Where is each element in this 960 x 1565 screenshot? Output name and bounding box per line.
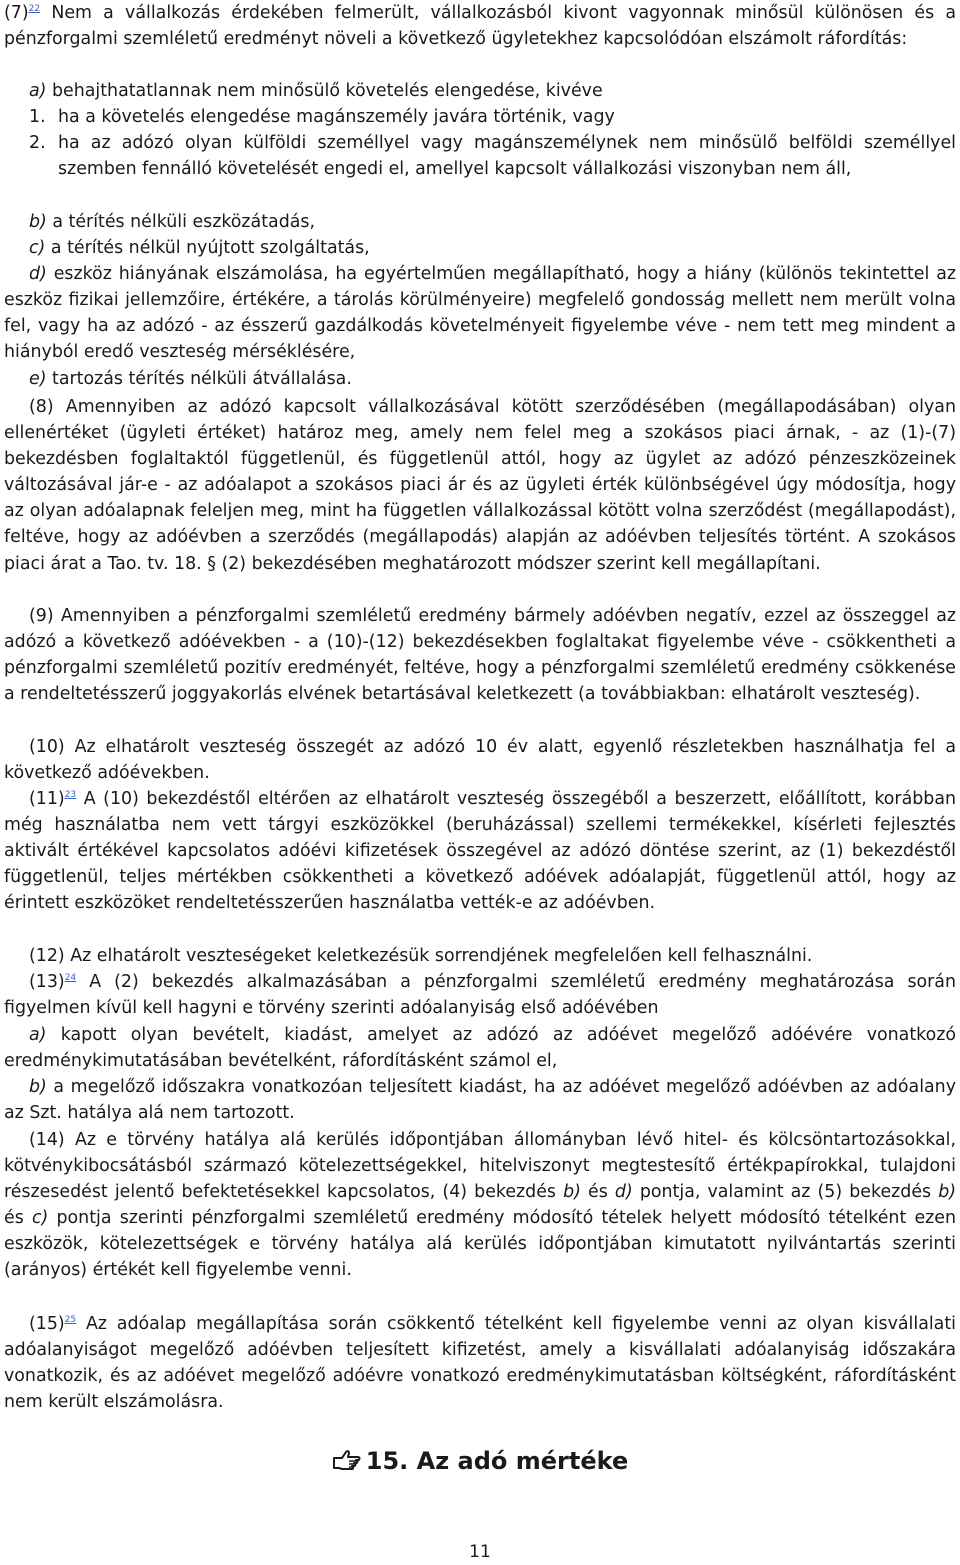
paragraph-number: (11) <box>29 789 65 809</box>
section-title: 15. Az adó mértéke <box>365 1447 629 1475</box>
paragraph-text: Az adóalap megállapítása során csökkentő tételként kell figyelembe venni az olyan kisvállalati adóalanyiságot megelőző adóévben teljesített kifizetést, amely a kisvállalati adóalanyiság időszakára vonatkozik, és az adóévet megelőző adóévre vonatkozó eredménykimutatásban költségként, ráfordításként nem került elszámolásra. <box>4 1314 956 1413</box>
paragraph-text: (14) Az e törvény hatálya alá kerülés időpontjában állományban lévő hitel- és kölcsöntartozásokkal, kötvénykibocsátásból származó kötelezettségekkel, hitelviszonyt megtestesítő értékpapírokkal, tulajdoni részesedést jelentő befektetésekkel kapcsolatos, (4) bekezdés <box>4 1130 956 1203</box>
footnote-link[interactable]: 25 <box>64 1315 77 1326</box>
item-text: behajthatatlannak nem minősülő követelés elengedése, kivéve <box>51 81 603 101</box>
paragraph-number: (15) <box>29 1314 65 1334</box>
item-e <box>4 366 956 392</box>
item-number: 1. <box>29 107 46 127</box>
paragraph-text: és <box>4 1208 24 1229</box>
item-d <box>4 261 956 365</box>
item-letter: a) <box>29 1025 47 1045</box>
page-number: 11 <box>469 1542 491 1562</box>
paragraph-13-item-a <box>4 1022 956 1074</box>
item-letter: c) <box>29 238 46 258</box>
paragraph-13 <box>4 969 956 1021</box>
item-text: a térítés nélkül nyújtott szolgáltatás, <box>50 238 370 258</box>
footnote-link[interactable]: 22 <box>28 4 41 15</box>
paragraph-number: (7) <box>4 3 29 23</box>
item-text: a térítés nélküli eszközátadás, <box>52 212 315 232</box>
paragraph-text: Nem a vállalkozás érdekében felmerült, vállalkozásból kivont vagyonnak minősül különösen és a pénzforgalmi szemléletű eredményt növeli a következő ügyletekhez kapcsolódóan elszámolt ráfordítás: <box>4 3 956 50</box>
paragraph-7-lead <box>4 0 956 52</box>
item-letter: e) <box>29 369 47 389</box>
item-letter: d) <box>29 264 47 284</box>
paragraph-text: A (2) bekezdés alkalmazásában a pénzforgalmi szemléletű eredmény meghatározása során figyelmen kívül kell hagyni e törvény szerinti adóalanyiság első adóévében <box>4 972 956 1019</box>
paragraph-number: (13) <box>29 972 65 992</box>
item-text: tartozás térítés nélküli átvállalása. <box>52 369 352 389</box>
item-text: eszköz hiányának elszámolása, ha egyértelműen megállapítható, hogy a hiány (különös tekintettel az eszköz fizikai jellemzőire, értékére, a tárolás körülményeire) megfelelő gondosság mellett nem merült volna fel, vagy ha az adózó - az ésszerű gazdálkodás követelményeit figyelembe véve - nem tett meg mindent a hiányból eredő veszteség mérséklésére, <box>4 264 956 363</box>
paragraph-text: A (10) bekezdéstől eltérően az elhatárolt veszteség összegéből a beszerzett, előállított, korábban még használatba nem vett tárgyi eszközökkel (beruházással) szellemi termékekkel, kísérleti fejlesztés aktivált értékével kapcsolatos adóévi kifizetések összegével az adózó döntése szerint, az (1) bekezdéstől függetlenül, teljes mértékben csökkentheti a következő adóévek adóalapját, függetlenül attól, hogy az érintett eszközöket rendeltetésszerűen használatba vették-e az adóévben. <box>4 789 956 914</box>
paragraph-8: (8) Amennyiben az adózó kapcsolt vállalkozásával kötött szerződésében (megállapodásában) olyan ellenértéket (ügyleti értéket) határoz meg, amely nem felel meg a szokásos piaci árnak, - az (1)-(7) bekezdésben foglaltaktól függetlenül, és függetlenül attól, hogy az ügylet az adózó pénzeszközeinek változásával jár-e - az adóalapot a szokásos piaci ár és az ügyleti érték különbségével úgy módosítja, hogy az olyan adóalapnak feleljen meg, mint ha független vállalkozással kötött volna szerződést (megállapodást), feltéve, hogy az adóévben a szerződés (megállapodás) alapján az adóévben teljesítés történt. A szokásos piaci árat a Tao. tv. 18. § (2) bekezdésében meghatározott módszer szerint kell megállapítani. <box>4 397 956 574</box>
paragraph-15 <box>4 1311 956 1415</box>
footnote-link[interactable]: 24 <box>64 973 77 984</box>
paragraph-13-item-b <box>4 1074 956 1126</box>
item-a-1 <box>4 104 956 130</box>
point-ref: b) <box>938 1182 957 1203</box>
item-letter: b) <box>29 212 47 232</box>
item-text: kapott olyan bevételt, kiadást, amelyet az adózó az adóévet megelőző adóévére vonatkozó eredménykimutatásában bevételként, ráfordításként számol el, <box>4 1025 957 1072</box>
point-ref: b) <box>563 1182 581 1203</box>
point-ref: c) <box>31 1208 49 1229</box>
item-number: 2. <box>29 133 46 153</box>
paragraph-text: pontja szerinti pénzforgalmi szemléletű eredmény módosító tételek helyett módosító tételként ezen eszközök, kötelezettségek e törvény hatálya alá kerülés időpontjában kimutatott nyilvántartás szerinti (arányos) értékét kell figyelembe venni. <box>4 1208 956 1281</box>
item-b <box>4 209 956 235</box>
paragraph-10: (10) Az elhatárolt veszteség összegét az adózó 10 év alatt, egyenlő részletekben használhatja fel a következő adóévekben. <box>4 737 956 784</box>
item-a <box>4 78 956 104</box>
paragraph-text: és <box>588 1182 608 1203</box>
item-text: ha az adózó olyan külföldi személlyel vagy magánszemélynek nem minősülő belföldi személlyel szemben fennálló követelését engedi el, amellyel kapcsolt vállalkozási viszonyban nem áll, <box>58 133 956 180</box>
paragraph-12: (12) Az elhatárolt veszteségeket keletkezésük sorrendjének megfelelően kell felhasználni. <box>29 946 813 966</box>
section-heading <box>0 1447 960 1475</box>
point-ref: d) <box>614 1182 633 1203</box>
paragraph-9: (9) Amennyiben a pénzforgalmi szemléletű eredmény bármely adóévben negatív, ezzel az összeggel az adózó a következő adóévekben - a (10)-(12) bekezdésekben foglaltakat figyelembe véve - csökkentheti a pénzforgalmi szemléletű pozitív eredményét, feltéve, hogy a pénzforgalmi szemléletű eredmény csökkenése a rendeltetésszerű joggyakorlás elvének betartásával keletkezett (a továbbiakban: elhatárolt veszteség). <box>4 606 956 705</box>
paragraph-11 <box>4 786 956 916</box>
item-text: a megelőző időszakra vonatkozóan teljesített kiadást, ha az adóévet megelőző adóévben az adóalany az Szt. hatálya alá nem tartozott. <box>4 1077 956 1124</box>
item-text: ha a követelés elengedése magánszemély javára történik, vagy <box>58 107 615 127</box>
paragraph-14 <box>4 1127 956 1284</box>
item-letter: b) <box>29 1077 47 1097</box>
item-letter: a) <box>29 81 47 101</box>
pointing-hand-icon <box>332 1447 366 1475</box>
item-a-2 <box>4 130 956 182</box>
footnote-link[interactable]: 23 <box>64 790 77 801</box>
paragraph-text: pontja, valamint az (5) bekezdés <box>639 1182 932 1203</box>
item-c <box>4 235 956 261</box>
